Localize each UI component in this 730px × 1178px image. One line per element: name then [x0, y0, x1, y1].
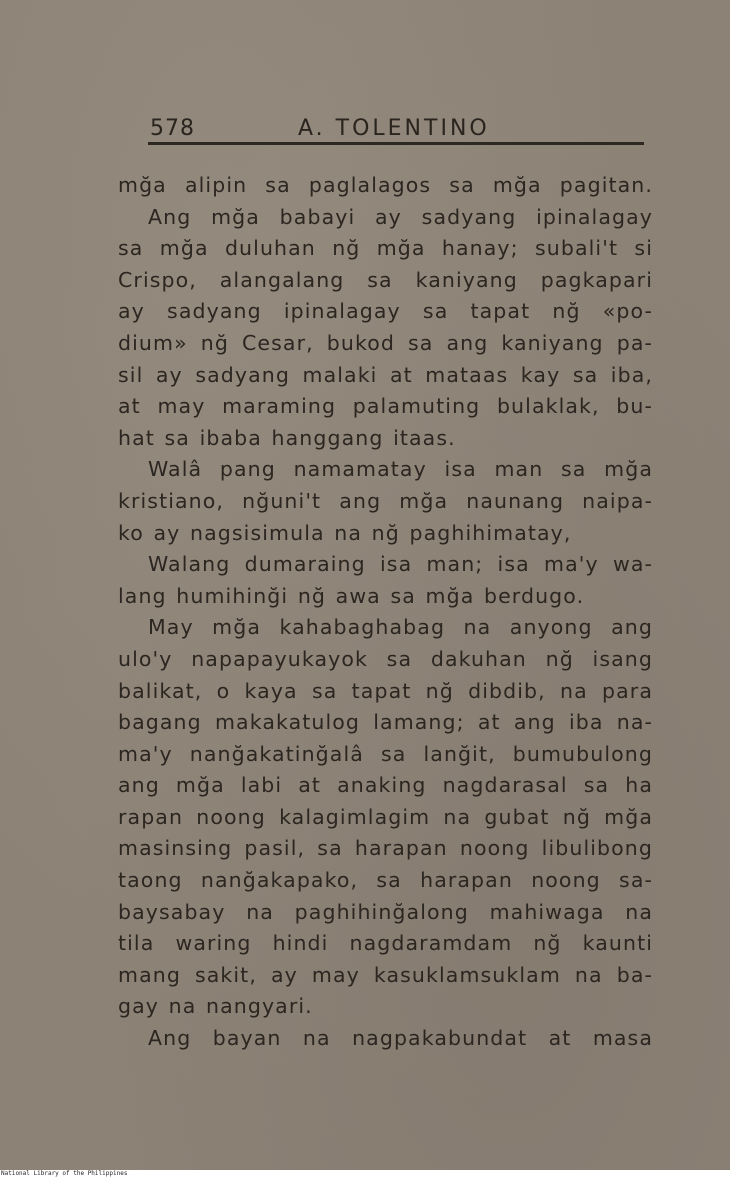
- library-credit: National Library of the Philippines: [1, 1170, 128, 1177]
- text-line: kristiano, nğuni't ang mğa naunang naipa-: [118, 488, 653, 513]
- running-head: A. TOLENTINO: [298, 116, 490, 141]
- page-header: [148, 108, 644, 144]
- text-line: ulo'y napapayukayok sa dakuhan nğ isang: [118, 646, 653, 671]
- text-line: sil ay sadyang malaki at mataas kay sa iba,: [118, 362, 653, 387]
- text-line: Crispo, alangalang sa kaniyang pagkapari: [118, 267, 653, 292]
- text-line: ko ay nagsisimula na nğ paghihimatay,: [118, 520, 572, 545]
- text-line: baysabay na paghihinğalong mahiwaga na: [118, 899, 653, 924]
- text-line: rapan noong kalagimlagim na gubat nğ mğa: [118, 804, 653, 829]
- text-line: lang humihinği nğ awa sa mğa berdugo.: [118, 583, 585, 608]
- footer-strip: [0, 1170, 730, 1178]
- text-line: bagang makakatulog lamang; at ang iba na-: [118, 710, 653, 735]
- header-rule: [148, 142, 644, 145]
- text-line: mğa alipin sa paglalagos sa mğa pagitan.: [118, 173, 653, 197]
- text-line: hat sa ibaba hanggang itaas.: [118, 425, 456, 450]
- text-line: Walâ pang namamatay isa man sa mğa: [148, 457, 653, 482]
- text-line: masinsing pasil, sa harapan noong libulibong: [118, 836, 653, 861]
- text-line: ma'y nanğakatinğalâ sa lanğit, bumubulong: [118, 741, 653, 766]
- text-line: dium» nğ Cesar, bukod sa ang kaniyang pa-: [118, 330, 653, 355]
- page-number: 578: [150, 116, 195, 141]
- text-line: at may maraming palamuting bulaklak, bu-: [118, 394, 653, 419]
- body-text: [118, 170, 653, 1055]
- text-line: ay sadyang ipinalagay sa tapat nğ «po-: [118, 299, 653, 324]
- text-line: May mğa kahabaghabag na anyong ang: [148, 615, 653, 640]
- text-line: Ang bayan na nagpakabundat at masa: [148, 1026, 653, 1051]
- text-line: Ang mğa babayi ay sadyang ipinalagay: [148, 204, 653, 229]
- text-line: balikat, o kaya sa tapat nğ dibdib, na para: [118, 678, 653, 703]
- text-line: taong nanğakapako, sa harapan noong sa-: [118, 868, 653, 893]
- text-line: tila waring hindi nagdaramdam nğ kaunti: [118, 931, 653, 956]
- text-line: sa mğa duluhan nğ mğa hanay; subali't si: [118, 236, 653, 261]
- text-line: gay na nangyari.: [118, 994, 313, 1019]
- text-line: mang sakit, ay may kasuklamsuklam na ba-: [118, 962, 653, 987]
- text-line: ang mğa labi at anaking nagdarasal sa ha: [118, 773, 653, 798]
- text-line: Walang dumaraing isa man; isa ma'y wa-: [148, 552, 653, 577]
